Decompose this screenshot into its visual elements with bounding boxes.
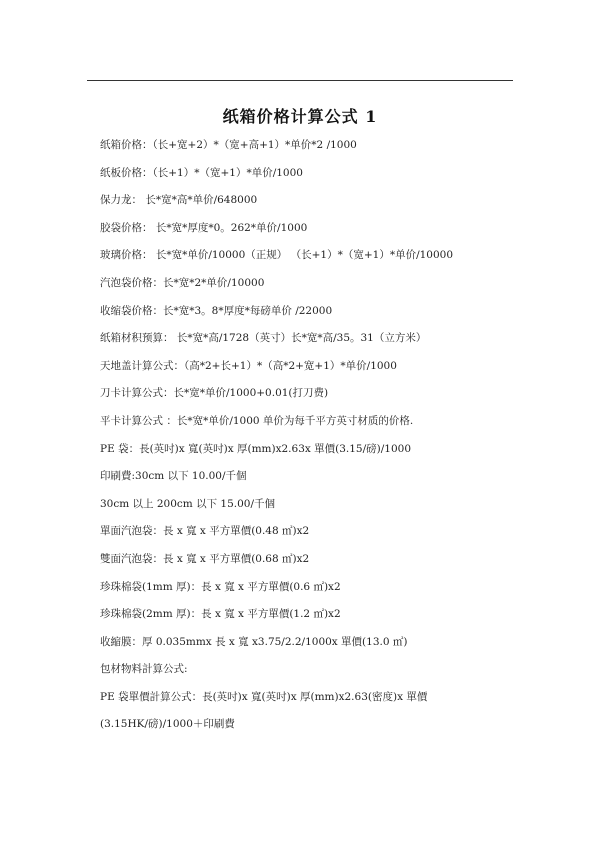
formula-line: PE 袋單價計算公式：長(英吋)x 寬(英吋)x 厚(mm)x2.63(密度)x 單價 (100, 690, 428, 703)
formula-list (100, 132, 540, 739)
formula-line: 汽泡袋价格：长*宽*2*单价/10000 (100, 276, 265, 289)
formula-line: 包材物料計算公式: (100, 663, 188, 676)
document-title: 纸箱价格计算公式 1 (222, 107, 378, 126)
formula-line: 收縮膜：厚 0.035mmx 長 x 寬 x3.75/2.2/1000x 單價(13.0 ㎡) (100, 635, 408, 648)
formula-line: 保力龙： 长*宽*高*单价/648000 (100, 194, 258, 207)
formula-line: 玻璃价格： 长*宽*单价/10000（正规） （长+1）*（宽+1）*单价/10000 (100, 249, 454, 262)
formula-line: 天地盖计算公式：（高*2+长+1）*（高*2+宽+1）*单价/1000 (100, 359, 397, 372)
formula-line: 纸板价格：（长+1）*（宽+1）*单价/1000 (100, 166, 303, 179)
formula-line: PE 袋：長(英吋)x 寬(英吋)x 厚(mm)x2.63x 單價(3.15/磅)/1000 (100, 442, 412, 455)
formula-line: 平卡计算公式 ：长*宽*单价/1000 单价为每千平方英寸材质的价格. (100, 414, 414, 427)
formula-line: 收缩袋价格：长*宽*3。8*厚度*每磅单价 /22000 (100, 304, 333, 317)
formula-line: 雙面汽泡袋：長 x 寬 x 平方單價(0.68 ㎡)x2 (100, 552, 310, 565)
formula-line: 珍珠棉袋(2mm 厚)：長 x 寬 x 平方單價(1.2 ㎡)x2 (100, 608, 341, 621)
formula-line: (3.15HK/磅)/1000＋印刷費 (100, 718, 235, 731)
formula-line: 30cm 以上 200cm 以下 15.00/千個 (100, 497, 276, 510)
formula-line: 纸箱材积预算： 长*宽*高/1728（英寸）长*宽*高/35。31（立方米） (100, 332, 427, 345)
formula-line: 珍珠棉袋(1mm 厚)：長 x 寬 x 平方單價(0.6 ㎡)x2 (100, 580, 341, 593)
formula-line: 胶袋价格： 长*宽*厚度*0。262*单价/1000 (100, 221, 308, 234)
formula-line: 印刷費:30cm 以下 10.00/千個 (100, 470, 247, 483)
formula-line: 纸箱价格：（长+宽+2）*（宽+高+1）*单价*2 /1000 (100, 139, 357, 151)
formula-line: 刀卡计算公式：长*宽*单价/1000+0.01(打刀费) (100, 387, 329, 400)
header-rule (87, 80, 513, 81)
formula-line: 單面汽泡袋：長 x 寬 x 平方單價(0.48 ㎡)x2 (100, 525, 310, 538)
